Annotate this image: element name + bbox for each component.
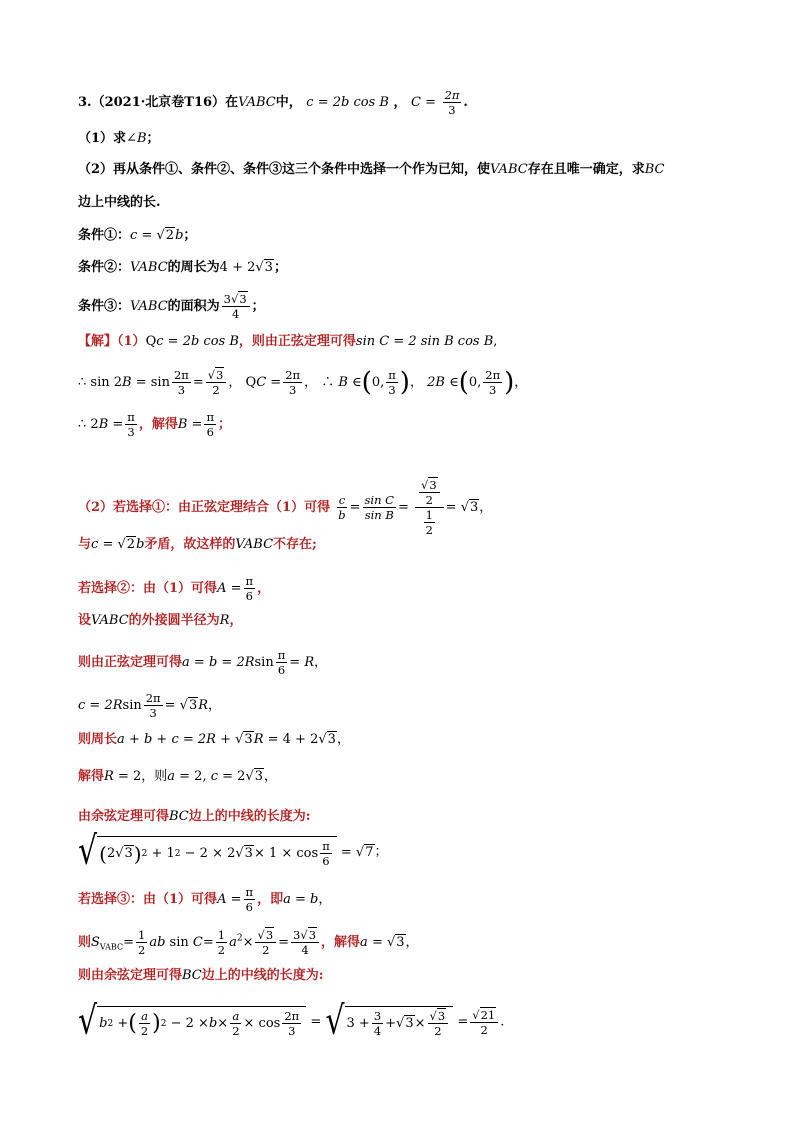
condition-3: 条件③：VABC的面积为 $\frac{3√3}{4}$ ； xyxy=(78,292,265,321)
solution-perimeter: 则周长a + b + c = 2R + √3R = 4 + 2√3， xyxy=(78,732,350,747)
solution-choice-1: （2）若选择①：由正弦定理结合（1）可得 $\frac{c}{b}$ = $\frac{\text{sin C}}{\text{sin B}}$ = $\frac{\frac{√3}{2}}{\frac{1}{2}}$ = √3， xyxy=(78,478,493,537)
part2: （2）再从条件①、条件②、条件③这三个条件中选择一个作为已知，使VABC存在且唯一确定，求BC xyxy=(78,162,665,177)
solution-contradiction: 与c = √2b矛盾，故这样的VABC不存在; xyxy=(78,537,317,552)
solution-median-2: √ ( 2 √3 ) 2 + 1 2 − 2 × 2 √3 × 1 × cos $\frac{\pi}{6}$ = √7； xyxy=(78,828,388,875)
solution-c-value: c = 2Rsin $\frac{2\pi}{3}$ = √3R， xyxy=(78,691,222,720)
solution-choice-2: 若选择②：由（1）可得A = $\frac{\pi}{6}$ ， xyxy=(78,574,271,603)
condition-1: 条件①：c = √2b； xyxy=(78,228,197,243)
problem-stem: 3.（2021·北京卷T16）在VABC中， c = 2b cos B ， C = $\frac{2\pi}{3}$ . xyxy=(78,88,468,117)
problem-number: 3. xyxy=(78,95,92,110)
solution-area: 则$S_{VABC}=$ $\frac{1}{2}$ ab sin C= $\frac{1}{2}$ $a^2\times$ $\frac{√3}{2}$ = $\frac{3√3}{4}$ ，解得a = √3， xyxy=(78,928,419,957)
condition-2: 条件②：VABC的周长为4 + 2√3； xyxy=(78,260,287,275)
part1: （1）求∠B； xyxy=(78,131,160,146)
solution-cos-law: 由余弦定理可得BC边上的中线的长度为: xyxy=(78,809,311,824)
solution-sine-law: 则由正弦定理可得a = b = 2Rsin $\frac{\pi}{6}$ = R， xyxy=(78,648,328,677)
solution-choice-3: 若选择③：由（1）可得A = $\frac{\pi}{6}$ ，即a = b， xyxy=(78,885,332,914)
problem-source: （2021·北京卷T16） xyxy=(91,95,226,110)
solution-median-3: √ b 2 + ( $\frac{a}{2}$ ) 2 − 2 × b × $\frac{a}{2}$ × cos $\frac{2\pi}{3}$ = √ 3 + $\frac{3}{4}$ + √3 × $\frac{√3}{2}$ = $\frac{√21}{2}$ . xyxy=(78,998,505,1045)
solution-cos-law-2: 则由余弦定理可得BC边上的中线的长度为: xyxy=(78,968,324,983)
solution-line-2: ∴ sin 2B = sin $\frac{2\pi}{3}$ = $\frac{√3}{2}$ ， QC = $\frac{2\pi}{3}$ ， ∴ B ∈(0, $\frac{\pi}{3}$ )， 2B ∈(0, $\frac{2\pi}{3}$ )， xyxy=(78,367,528,398)
solution-line-1: 【解】（1）Qc = 2b cos B，则由正弦定理可得sin C = 2 sin B cos B, xyxy=(78,334,498,349)
solution-circumradius: 设VABC的外接圆半径为R， xyxy=(78,613,243,628)
solution-solve-r: 解得R = 2，则a = 2, c = 2√3， xyxy=(78,769,278,784)
part2-line2: 边上中线的长. xyxy=(78,195,161,210)
solution-line-3: ∴ 2B = $\frac{\pi}{3}$ ，解得B = $\frac{\pi}{6}$ ； xyxy=(78,410,232,439)
